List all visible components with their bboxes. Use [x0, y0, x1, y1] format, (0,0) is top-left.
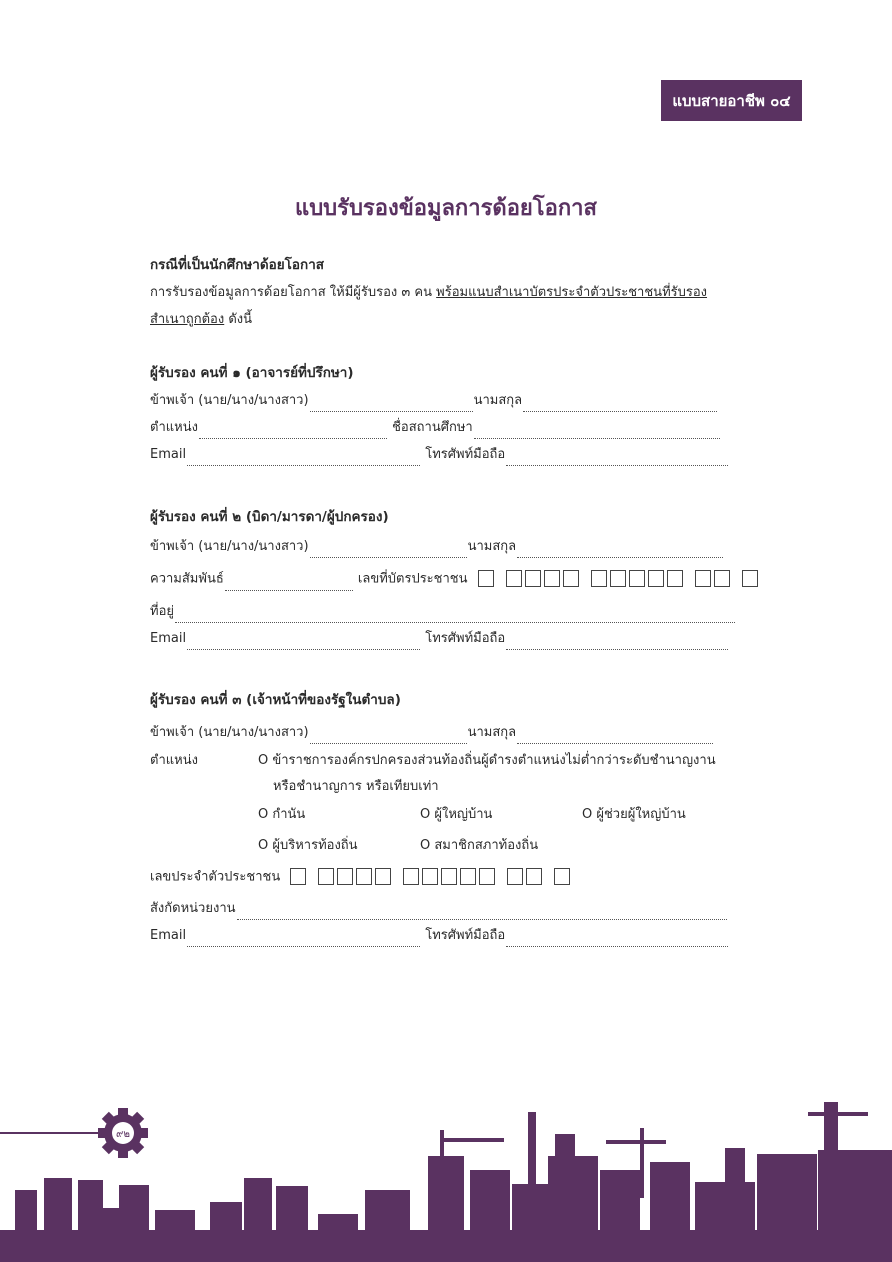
certifier-3-agency-row: สังกัดหน่วยงาน: [150, 898, 750, 920]
option-kamnan[interactable]: O กำนัน: [258, 807, 306, 822]
option-local-official[interactable]: O ข้าราชการองค์กรปกครองส่วนท้องถิ่นผู้ดำรงตำแหน่งไม่ต่ำกว่าระดับชำนาญงาน: [258, 753, 716, 768]
id-card-boxes[interactable]: [290, 866, 573, 888]
certifier-2-address-row: ที่อยู่: [150, 601, 750, 623]
option-village-headman[interactable]: O ผู้ใหญ่บ้าน: [420, 807, 493, 822]
school-field[interactable]: [474, 423, 720, 439]
phone-field[interactable]: [506, 450, 728, 466]
certifier-1-name-row: ข้าพเจ้า (นาย/นาง/นางสาว) นามสกุล: [150, 390, 750, 412]
email-field[interactable]: [187, 931, 420, 947]
position-field[interactable]: [199, 423, 387, 439]
certifier-1-heading: ผู้รับรอง คนที่ ๑ (อาจารย์ที่ปรึกษา): [150, 365, 354, 381]
form-code-badge: แบบสายอาชีพ ๐๔: [661, 80, 802, 121]
certifier-3-name-row: ข้าพเจ้า (นาย/นาง/นางสาว) นามสกุล: [150, 722, 750, 744]
surname-field[interactable]: [517, 542, 723, 558]
certifier-2-relation-row: ความสัมพันธ์ เลขที่บัตรประชาชน: [150, 568, 750, 591]
name-field[interactable]: [310, 728, 467, 744]
page-number: ๙๒: [116, 1129, 130, 1140]
certifier-3-position-label: ตำแหน่ง: [150, 753, 198, 768]
email-field[interactable]: [187, 450, 420, 466]
intro-line-2: สำเนาถูกต้อง ดังนี้: [150, 312, 253, 327]
intro-heading: กรณีที่เป็นนักศึกษาด้อยโอกาส: [150, 257, 325, 273]
certifier-3-heading: ผู้รับรอง คนที่ ๓ (เจ้าหน้าที่ของรัฐในตำบล): [150, 692, 401, 708]
address-field[interactable]: [175, 607, 735, 623]
page-title: แบบรับรองข้อมูลการด้อยโอกาส: [295, 196, 597, 221]
name-field[interactable]: [310, 396, 473, 412]
relation-field[interactable]: [225, 575, 353, 591]
email-field[interactable]: [187, 634, 420, 650]
surname-field[interactable]: [517, 728, 713, 744]
intro-line-1: การรับรองข้อมูลการด้อยโอกาส ให้มีผู้รับรอง ๓ คน พร้อมแนบสำเนาบัตรประจำตัวประชาชนที่รับรอง: [150, 285, 708, 300]
option-local-council[interactable]: O สมาชิกสภาท้องถิ่น: [420, 838, 539, 853]
certifier-3-contact-row: Email โทรศัพท์มือถือ: [150, 925, 750, 947]
option-assistant-headman[interactable]: O ผู้ช่วยผู้ใหญ่บ้าน: [582, 807, 686, 822]
option-local-executive[interactable]: O ผู้บริหารท้องถิ่น: [258, 838, 358, 853]
certifier-3-id-row: เลขประจำตัวประชาชน: [150, 866, 750, 889]
certifier-2-name-row: ข้าพเจ้า (นาย/นาง/นางสาว) นามสกุล: [150, 536, 750, 558]
certifier-2-contact-row: Email โทรศัพท์มือถือ: [150, 628, 750, 650]
city-skyline-illustration: [0, 1090, 892, 1262]
certifier-1-position-row: ตำแหน่ง ชื่อสถานศึกษา: [150, 417, 750, 439]
agency-field[interactable]: [237, 904, 727, 920]
phone-field[interactable]: [506, 931, 728, 947]
surname-field[interactable]: [523, 396, 717, 412]
id-card-boxes[interactable]: [478, 568, 761, 590]
phone-field[interactable]: [506, 634, 728, 650]
certifier-1-contact-row: Email โทรศัพท์มือถือ: [150, 444, 750, 466]
option-local-official-cont: หรือชำนาญการ หรือเทียบเท่า: [273, 779, 439, 794]
certifier-2-heading: ผู้รับรอง คนที่ ๒ (บิดา/มารดา/ผู้ปกครอง): [150, 509, 389, 525]
name-field[interactable]: [310, 542, 467, 558]
